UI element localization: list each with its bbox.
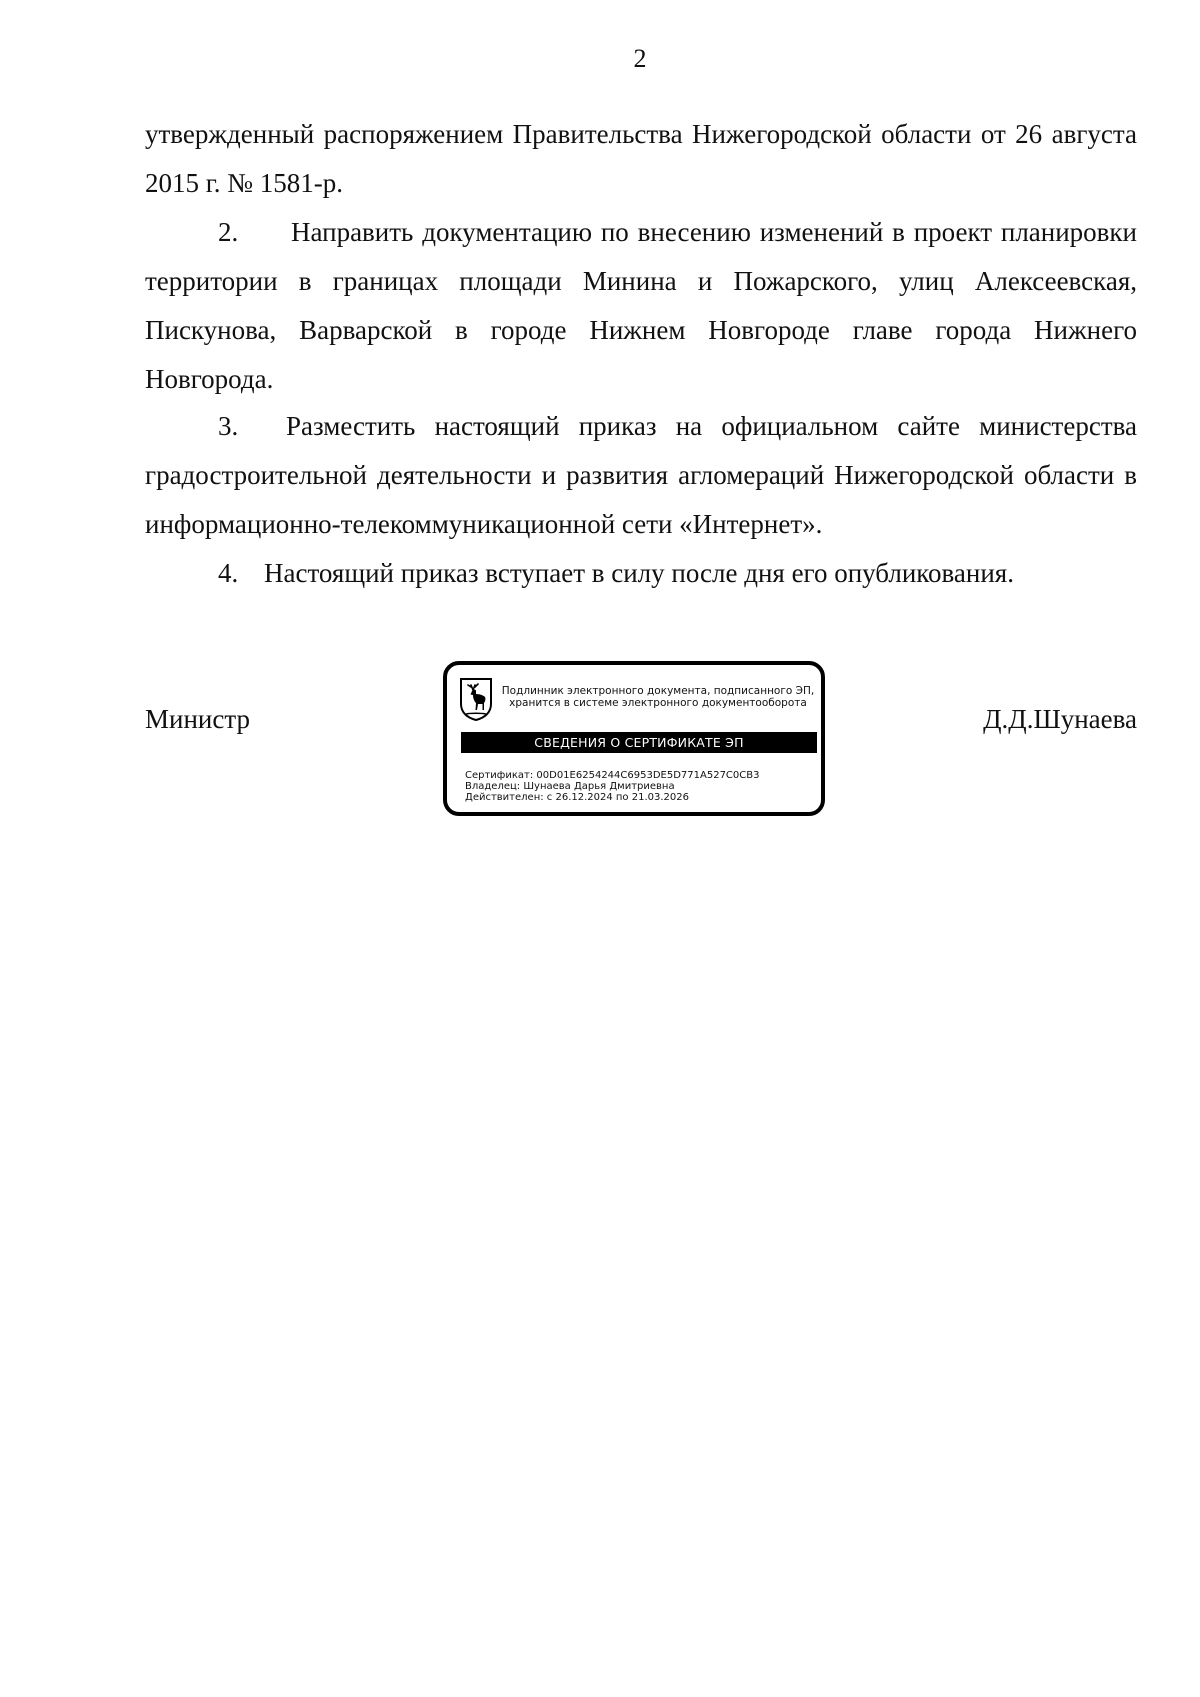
stamp-header-line-2: хранится в системе электронного документооборота	[509, 697, 807, 709]
paragraph-3-text: Разместить настоящий приказ на официальном сайте министерства градостроительной деятельности и развития агломераций Нижегородской области в информационно-телекоммуникационной сети «Интернет».	[145, 411, 1137, 539]
certificate-owner: Владелец: Шунаева Дарья Дмитриевна	[465, 781, 675, 792]
certificate-info-bar: СВЕДЕНИЯ О СЕРТИФИКАТЕ ЭП	[461, 732, 817, 753]
paragraph-4-number: 4.	[218, 558, 239, 588]
paragraph-3	[145, 402, 1137, 549]
signatory-position: Министр	[145, 704, 250, 734]
paragraph-2	[145, 208, 1137, 404]
stamp-header	[497, 685, 819, 709]
electronic-signature-stamp	[443, 661, 825, 816]
paragraph-1-continuation	[145, 110, 1137, 208]
paragraph-1-text: утвержденный распоряжением Правительства Нижегородской области от 26 августа 2015 г. № 1581-р.	[145, 119, 1137, 198]
stamp-header-line-1: Подлинник электронного документа, подписанного ЭП,	[501, 685, 815, 697]
certificate-validity: Действителен: с 26.12.2024 по 21.03.2026	[465, 792, 689, 803]
signatory-name: Д.Д.Шунаева	[983, 704, 1137, 734]
certificate-number: Сертификат: 00D01E6254244C6953DE5D771A527C0CB3	[465, 770, 760, 781]
page-number: 2	[633, 44, 647, 73]
paragraph-4	[145, 549, 1137, 598]
deer-emblem-icon	[458, 676, 494, 722]
paragraph-2-text: Направить документацию по внесению изменений в проект планировки территории в границах площади Минина и Пожарского, улиц Алексеевская, Пискунова, Варварской в городе Нижнем Новгороде главе города Нижнего Новгорода.	[145, 217, 1137, 394]
paragraph-2-number: 2.	[218, 217, 239, 247]
paragraph-4-text: Настоящий приказ вступает в силу после дня его опубликования.	[264, 558, 1014, 588]
certificate-details	[465, 770, 759, 803]
paragraph-3-number: 3.	[218, 411, 239, 441]
